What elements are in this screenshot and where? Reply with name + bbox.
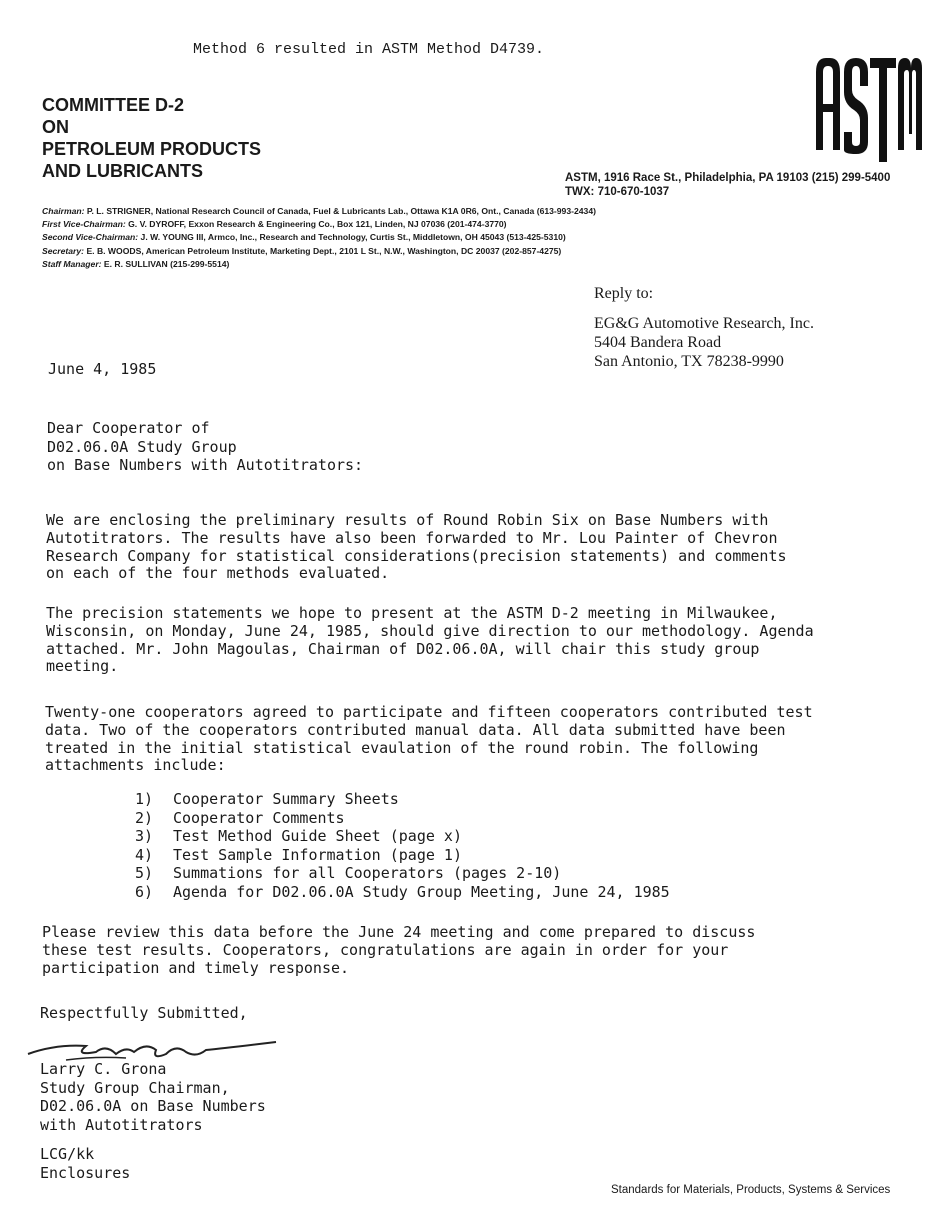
list-text: Agenda for D02.06.0A Study Group Meeting, June 24, 1985 [173,882,670,901]
paragraph-line: data. Two of the cooperators contributed manual data. All data submitted have been [45,720,786,739]
paragraph-line: attached. Mr. John Magoulas, Chairman of D02.06.0A, will chair this study group [46,639,760,658]
list-item [135,790,670,809]
paragraph-line: these test results. Cooperators, congratulations are again in order for your [42,940,729,959]
greeting-line: Dear Cooperator of [47,419,210,437]
paragraph-line: participation and timely response. [42,958,350,977]
list-number: 6) [135,882,154,901]
reply-to-block [594,284,814,371]
committee-line: AND LUBRICANTS [42,161,203,181]
list-item [135,864,670,883]
list-item [135,883,670,902]
reference-initials [40,1145,130,1182]
officer-line [42,218,596,231]
handwritten-note: Method 6 resulted in ASTM Method D4739. [193,41,545,58]
paragraph-precision [46,605,814,676]
paragraph-line: meeting. [46,657,119,676]
paragraph-review [42,924,755,977]
greeting [47,419,363,475]
paragraph-line: attachments include: [45,756,226,775]
twx-line: TWX: 710-670-1037 [565,186,670,198]
initials-line: LCG/kk [40,1145,95,1163]
reply-line: San Antonio, TX 78238-9990 [594,353,784,370]
list-number: 5) [135,864,154,883]
committee-line: PETROLEUM PRODUCTS [42,139,262,159]
list-number: 4) [135,845,154,864]
list-text: Cooperator Summary Sheets [173,790,399,808]
enclosures-line: Enclosures [40,1163,131,1182]
attachments-list [135,790,670,902]
paragraph-line: Please review this data before the June 24 meeting and come prepared to discuss [42,923,756,941]
signer-title: with Autotitrators [40,1115,203,1134]
officer-line [42,258,596,271]
officer-role: First Vice-Chairman: [42,219,126,230]
list-text: Test Method Guide Sheet (page x) [173,827,462,846]
paragraph-line: Wisconsin, on Monday, June 24, 1985, should give direction to our methodology. Agenda [46,621,814,640]
paragraph-line: Twenty-one cooperators agreed to participate and fifteen cooperators contributed test [45,703,813,721]
officer-details: G. V. DYROFF, Exxon Research & Engineering Co., Box 121, Linden, NJ 07036 (201-474-3770) [128,219,507,230]
officer-role: Staff Manager: [42,258,102,269]
officer-role: Second Vice-Chairman: [42,232,139,243]
reply-label: Reply to: [594,285,654,302]
paragraph-enclosing [46,512,787,583]
astm-address [565,171,890,199]
list-number: 3) [135,827,154,846]
officer-details: E. R. SULLIVAN (215-299-5514) [103,258,230,269]
list-text: Cooperator Comments [173,808,345,827]
officer-line [42,231,596,244]
list-number: 1) [135,790,154,808]
paragraph-line: on each of the four methods evaluated. [46,564,390,583]
officer-line [42,205,596,218]
officer-line [42,245,596,258]
officer-details: P. L. STRIGNER, National Research Council of Canada, Fuel & Lubricants Lab., Ottawa K1A 0R6, Ont., Canada (613-993-2434) [86,206,596,216]
list-number: 2) [135,808,154,827]
committee-line: COMMITTEE D-2 [42,95,184,115]
paragraph-line: treated in the initial statistical evaulation of the round robin. The following [45,738,759,757]
footer-tagline: Standards for Materials, Products, Systems & Services [611,1184,891,1196]
officer-details: E. B. WOODS, American Petroleum Institute, Marketing Dept., 2101 L St., N.W., Washington, DC 20037 (202-857-4275) [86,245,562,256]
reply-line: 5404 Bandera Road [594,334,722,351]
address-line: ASTM, 1916 Race St., Philadelphia, PA 19103 (215) 299-5400 [565,172,891,184]
list-text: Test Sample Information (page 1) [173,845,462,864]
list-item [135,827,670,846]
greeting-line: on Base Numbers with Autotitrators: [47,456,364,474]
signer-title: Study Group Chairman, [40,1078,230,1097]
signer-name: Larry C. Grona [40,1060,167,1078]
list-item [135,809,670,828]
astm-logo [812,50,924,166]
officer-details: J. W. YOUNG III, Armco, Inc., Research and Technology, Curtis St., Middletown, OH 45043 (513-425-5310) [140,232,566,243]
greeting-line: D02.06.0A Study Group [47,437,237,456]
committee-line: ON [42,117,69,137]
list-text: Summations for all Cooperators (pages 2-10) [173,864,562,883]
committee-heading [42,94,261,182]
paragraph-line: Autotitrators. The results have also been forwarded to Mr. Lou Painter of Chevron [46,528,778,547]
paragraph-line: The precision statements we hope to present at the ASTM D-2 meeting in Milwaukee, [46,604,778,622]
signer-title: D02.06.0A on Base Numbers [40,1097,266,1116]
letter-date: June 4, 1985 [48,360,157,378]
officer-role: Chairman: [42,206,85,216]
paragraph-line: We are enclosing the preliminary results of Round Robin Six on Base Numbers with [46,511,769,529]
closing: Respectfully Submitted, [40,1004,248,1022]
officers-list [42,205,596,271]
paragraph-cooperators [45,704,813,775]
signature-block [40,1060,266,1134]
paragraph-line: Research Company for statistical considerations(precision statements) and comments [46,546,787,565]
list-item [135,846,670,865]
reply-line: EG&G Automotive Research, Inc. [594,315,814,332]
officer-role: Secretary: [42,245,85,256]
